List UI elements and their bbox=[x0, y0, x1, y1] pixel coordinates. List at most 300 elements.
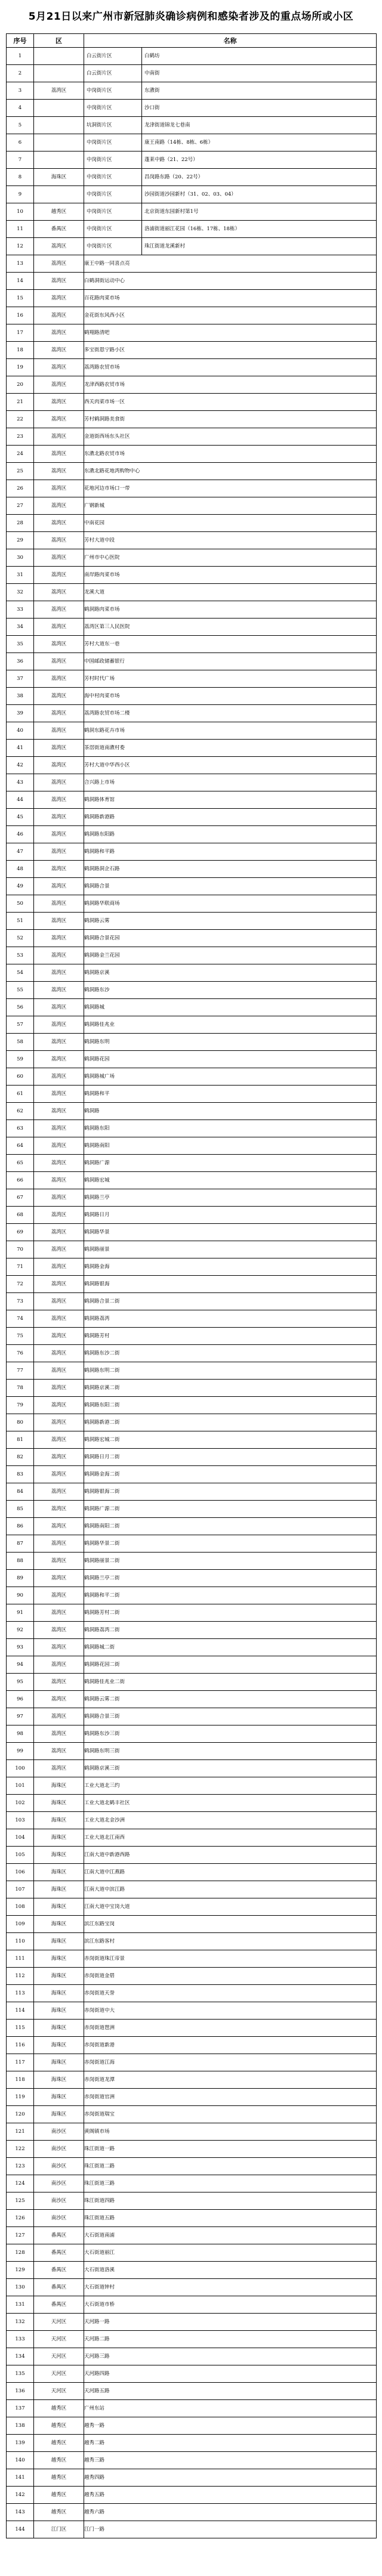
table-row bbox=[7, 999, 377, 1016]
row-place-split bbox=[84, 238, 377, 255]
row-number: 102 bbox=[7, 1795, 34, 1812]
row-place bbox=[84, 2314, 377, 2331]
row-district: 荔湾区 bbox=[34, 549, 84, 567]
row-district: 海珠区 bbox=[34, 2002, 84, 2020]
row-number: 60 bbox=[7, 1068, 34, 1086]
table-row bbox=[7, 82, 377, 100]
row-place-text: 鹤洞路城 bbox=[84, 1004, 105, 1010]
row-place bbox=[84, 1449, 377, 1466]
row-number: 75 bbox=[7, 1328, 34, 1345]
row-number: 98 bbox=[7, 1725, 34, 1743]
row-place bbox=[84, 515, 377, 532]
row-place-text: 合兴路上市场 bbox=[84, 780, 115, 786]
row-place-text: 天河路二路 bbox=[84, 2336, 110, 2342]
row-number: 67 bbox=[7, 1189, 34, 1207]
row-number: 124 bbox=[7, 2175, 34, 2192]
row-place bbox=[84, 1380, 377, 1397]
row-district: 荔湾区 bbox=[34, 1397, 84, 1414]
row-number: 65 bbox=[7, 1155, 34, 1172]
row-place-text: 百花路肉菜市场 bbox=[84, 295, 120, 301]
row-place-text: 江南大道中滨江路 bbox=[84, 1887, 125, 1892]
table-row bbox=[7, 1743, 377, 1760]
row-district: 荔湾区 bbox=[34, 1103, 84, 1120]
row-place bbox=[84, 1068, 377, 1086]
row-place bbox=[84, 964, 377, 982]
row-place bbox=[84, 2435, 377, 2452]
row-place-text: 鹤洞路金海 bbox=[84, 1264, 110, 1270]
table-row bbox=[7, 1034, 377, 1051]
row-number: 50 bbox=[7, 895, 34, 913]
row-place-text: 鹤洞路合景 bbox=[84, 883, 110, 889]
row-place-split bbox=[84, 203, 377, 221]
row-number: 37 bbox=[7, 670, 34, 688]
row-number: 71 bbox=[7, 1258, 34, 1276]
row-number: 128 bbox=[7, 2244, 34, 2262]
row-place-text: 鹤洞路日月 bbox=[84, 1212, 110, 1218]
row-number: 122 bbox=[7, 2141, 34, 2158]
row-place bbox=[84, 411, 377, 428]
row-district: 荔湾区 bbox=[34, 1725, 84, 1743]
table-row bbox=[7, 117, 377, 134]
row-place bbox=[84, 342, 377, 359]
row-place-text: 黄阁镇市场 bbox=[84, 2129, 110, 2135]
row-district bbox=[34, 151, 84, 169]
row-district bbox=[34, 186, 84, 203]
row-number: 112 bbox=[7, 1968, 34, 1985]
row-place-text: 鹤洞路东沙 bbox=[84, 987, 110, 993]
row-number: 57 bbox=[7, 1016, 34, 1034]
row-district: 荔湾区 bbox=[34, 688, 84, 705]
row-place bbox=[84, 1691, 377, 1708]
row-place bbox=[84, 809, 377, 826]
table-row bbox=[7, 186, 377, 203]
row-number: 23 bbox=[7, 428, 34, 446]
row-district: 荔湾区 bbox=[34, 82, 84, 100]
row-district: 天河区 bbox=[34, 2314, 84, 2331]
row-place bbox=[84, 1155, 377, 1172]
row-number: 25 bbox=[7, 463, 34, 480]
row-place bbox=[84, 567, 377, 584]
row-district: 荔湾区 bbox=[34, 1051, 84, 1068]
table-row bbox=[7, 2435, 377, 2452]
row-district: 荔湾区 bbox=[34, 1258, 84, 1276]
row-place bbox=[84, 1553, 377, 1570]
table-row bbox=[7, 134, 377, 151]
row-district: 海珠区 bbox=[34, 1898, 84, 1916]
row-district: 荔湾区 bbox=[34, 1016, 84, 1034]
row-place-text: 鹤洞路花园 bbox=[84, 1056, 110, 1062]
table-row bbox=[7, 2244, 377, 2262]
row-district: 番禺区 bbox=[34, 221, 84, 238]
row-place bbox=[84, 1864, 377, 1881]
row-number: 132 bbox=[7, 2314, 34, 2331]
row-district: 荔湾区 bbox=[34, 1570, 84, 1587]
row-place bbox=[84, 2175, 377, 2192]
row-place-text: 芳村鹤洞路美食街 bbox=[84, 416, 125, 422]
row-place-text: 赤岗街道中大 bbox=[84, 2008, 115, 2014]
row-number: 127 bbox=[7, 2227, 34, 2244]
table-row bbox=[7, 913, 377, 930]
row-number: 114 bbox=[7, 2002, 34, 2020]
row-place bbox=[84, 774, 377, 791]
row-place: 中南街 bbox=[144, 70, 160, 76]
row-district: 番禺区 bbox=[34, 2279, 84, 2296]
row-number: 39 bbox=[7, 705, 34, 722]
row-place bbox=[84, 1777, 377, 1795]
table-row bbox=[7, 324, 377, 342]
row-number: 97 bbox=[7, 1708, 34, 1725]
table-row bbox=[7, 1224, 377, 1241]
row-place-split bbox=[84, 100, 377, 117]
table-row bbox=[7, 2521, 377, 2538]
row-place-text: 金花街东风西小区 bbox=[84, 313, 125, 318]
row-place-text: 大石街道丽江 bbox=[84, 2250, 115, 2256]
row-district: 荔湾区 bbox=[34, 532, 84, 549]
row-place bbox=[84, 376, 377, 394]
row-place-split bbox=[84, 117, 377, 134]
row-district: 越秀区 bbox=[34, 2417, 84, 2435]
table-row bbox=[7, 1656, 377, 1674]
row-district: 海珠区 bbox=[34, 1777, 84, 1795]
row-place-text: 赤岗街道江海 bbox=[84, 2059, 115, 2065]
table-row bbox=[7, 1622, 377, 1639]
row-place-text: 天河路五路 bbox=[84, 2388, 110, 2394]
row-district: 天河区 bbox=[34, 2331, 84, 2348]
row-place-text: 滨江东路客村 bbox=[84, 1938, 115, 1944]
row-district: 荔湾区 bbox=[34, 1760, 84, 1777]
table-row bbox=[7, 705, 377, 722]
row-place-text: 越秀一路 bbox=[84, 2423, 105, 2429]
row-place bbox=[84, 428, 377, 446]
table-row bbox=[7, 619, 377, 636]
table-row bbox=[7, 290, 377, 307]
table-row bbox=[7, 567, 377, 584]
row-place bbox=[84, 826, 377, 843]
row-district: 海珠区 bbox=[34, 2089, 84, 2106]
row-district: 荔湾区 bbox=[34, 809, 84, 826]
row-place-text: 工业大道北鹤丰社区 bbox=[84, 1800, 130, 1806]
table-row bbox=[7, 1725, 377, 1743]
row-place-text: 工业大道北金沙洲 bbox=[84, 1817, 125, 1823]
row-number: 136 bbox=[7, 2383, 34, 2400]
row-place bbox=[84, 636, 377, 653]
row-district: 荔湾区 bbox=[34, 861, 84, 878]
row-place bbox=[84, 1847, 377, 1864]
row-place bbox=[84, 1397, 377, 1414]
row-place bbox=[84, 1743, 377, 1760]
table-row bbox=[7, 1864, 377, 1881]
row-place bbox=[84, 999, 377, 1016]
table-row bbox=[7, 670, 377, 688]
row-place-text: 鹤洞路城广场 bbox=[84, 1074, 115, 1080]
row-place bbox=[84, 1604, 377, 1622]
row-number: 66 bbox=[7, 1172, 34, 1189]
row-number: 134 bbox=[7, 2348, 34, 2365]
row-place-text: 鹤洞路广源 bbox=[84, 1160, 110, 1166]
table-row bbox=[7, 1881, 377, 1898]
row-place-text: 鹤洞路东阳二街 bbox=[84, 1402, 120, 1408]
row-place-text: 鹤洞路金海二街 bbox=[84, 1471, 120, 1477]
row-place bbox=[84, 1241, 377, 1258]
row-number: 53 bbox=[7, 947, 34, 964]
row-area: 中岗街片区 bbox=[84, 238, 142, 255]
row-place bbox=[84, 1345, 377, 1362]
row-number: 99 bbox=[7, 1743, 34, 1760]
table-row bbox=[7, 2452, 377, 2469]
row-district: 荔湾区 bbox=[34, 1431, 84, 1449]
row-number: 126 bbox=[7, 2210, 34, 2227]
table-row bbox=[7, 2192, 377, 2210]
row-number: 137 bbox=[7, 2400, 34, 2417]
row-place bbox=[84, 843, 377, 861]
row-place-text: 鹤洞路华景 bbox=[84, 1229, 110, 1235]
row-place bbox=[84, 2365, 377, 2383]
table-row bbox=[7, 1760, 377, 1777]
row-place-text: 江南大道中江燕路 bbox=[84, 1869, 125, 1875]
table-row bbox=[7, 878, 377, 895]
row-number: 58 bbox=[7, 1034, 34, 1051]
table-row bbox=[7, 1466, 377, 1483]
row-number: 16 bbox=[7, 307, 34, 324]
row-place bbox=[84, 2141, 377, 2158]
row-place bbox=[84, 861, 377, 878]
row-place-text: 鹤洞路京溪二街 bbox=[84, 1385, 120, 1391]
row-place-text: 珠江街道二路 bbox=[84, 2163, 115, 2169]
row-district: 荔湾区 bbox=[34, 1553, 84, 1570]
table-row bbox=[7, 1310, 377, 1328]
row-place bbox=[84, 688, 377, 705]
row-number: 94 bbox=[7, 1656, 34, 1674]
row-number: 92 bbox=[7, 1622, 34, 1639]
row-place bbox=[84, 2487, 377, 2504]
row-number: 119 bbox=[7, 2089, 34, 2106]
row-place bbox=[84, 549, 377, 567]
row-district: 荔湾区 bbox=[34, 826, 84, 843]
row-place bbox=[84, 2262, 377, 2279]
row-number: 36 bbox=[7, 653, 34, 670]
table-row bbox=[7, 1155, 377, 1172]
row-number: 26 bbox=[7, 480, 34, 497]
row-number: 19 bbox=[7, 359, 34, 376]
row-district: 荔湾区 bbox=[34, 1224, 84, 1241]
table-row bbox=[7, 1172, 377, 1189]
row-district: 荔湾区 bbox=[34, 238, 84, 255]
row-number: 21 bbox=[7, 394, 34, 411]
row-district: 荔湾区 bbox=[34, 913, 84, 930]
table-row bbox=[7, 169, 377, 186]
table-row bbox=[7, 411, 377, 428]
row-place bbox=[84, 255, 377, 273]
row-place-text: 赤岗街道瑞宝 bbox=[84, 2111, 115, 2117]
row-number: 121 bbox=[7, 2123, 34, 2141]
row-district: 越秀区 bbox=[34, 2435, 84, 2452]
table-row bbox=[7, 1086, 377, 1103]
row-district: 荔湾区 bbox=[34, 619, 84, 636]
row-district: 荔湾区 bbox=[34, 480, 84, 497]
row-place bbox=[84, 307, 377, 324]
row-place bbox=[84, 1224, 377, 1241]
table-row bbox=[7, 774, 377, 791]
row-place-text: 天河路四路 bbox=[84, 2371, 110, 2377]
table-row bbox=[7, 791, 377, 809]
row-district: 荔湾区 bbox=[34, 653, 84, 670]
table-row bbox=[7, 532, 377, 549]
row-number: 83 bbox=[7, 1466, 34, 1483]
table-row bbox=[7, 100, 377, 117]
row-place bbox=[84, 601, 377, 619]
row-district: 越秀区 bbox=[34, 203, 84, 221]
row-place bbox=[84, 1414, 377, 1431]
row-place-text: 东漖北路农贸市场 bbox=[84, 451, 125, 457]
row-place: 康王南路（14栋、8栋、6栋） bbox=[144, 140, 214, 146]
row-place bbox=[84, 2158, 377, 2175]
row-number: 81 bbox=[7, 1431, 34, 1449]
table-row bbox=[7, 2504, 377, 2521]
table-row bbox=[7, 273, 377, 290]
table-row bbox=[7, 549, 377, 567]
row-place-text: 鹤洞路东沙二街 bbox=[84, 1350, 120, 1356]
row-place bbox=[84, 1587, 377, 1604]
row-district: 荔湾区 bbox=[34, 463, 84, 480]
table-row bbox=[7, 2417, 377, 2435]
table-row bbox=[7, 238, 377, 255]
row-place-text: 珠江街道四路 bbox=[84, 2198, 115, 2204]
row-place-text: 鹤洞路 bbox=[84, 1108, 100, 1114]
row-district: 荔湾区 bbox=[34, 982, 84, 999]
table-row bbox=[7, 1362, 377, 1380]
table-row bbox=[7, 1137, 377, 1155]
table-row bbox=[7, 446, 377, 463]
table-row bbox=[7, 2002, 377, 2020]
row-place-text: 鹤洞路和平 bbox=[84, 1091, 110, 1097]
row-district: 荔湾区 bbox=[34, 411, 84, 428]
table-row bbox=[7, 964, 377, 982]
row-number: 24 bbox=[7, 446, 34, 463]
row-area: 中岗街片区 bbox=[84, 82, 142, 99]
row-number: 123 bbox=[7, 2158, 34, 2175]
table-row bbox=[7, 342, 377, 359]
table-row bbox=[7, 2071, 377, 2089]
row-district: 荔湾区 bbox=[34, 1293, 84, 1310]
row-district: 荔湾区 bbox=[34, 1587, 84, 1604]
row-number: 48 bbox=[7, 861, 34, 878]
row-district: 番禺区 bbox=[34, 2227, 84, 2244]
row-place-split bbox=[84, 65, 377, 82]
row-place-text: 大石街道南浦 bbox=[84, 2232, 115, 2238]
table-row bbox=[7, 2487, 377, 2504]
row-place bbox=[84, 1881, 377, 1898]
table-row bbox=[7, 1345, 377, 1362]
row-district: 荔湾区 bbox=[34, 1189, 84, 1207]
row-place-text: 金道街西场东头社区 bbox=[84, 434, 130, 440]
row-place-text: 鹤洞路京溪 bbox=[84, 970, 110, 976]
places-table bbox=[6, 33, 377, 2538]
table-row bbox=[7, 1380, 377, 1397]
row-district bbox=[34, 134, 84, 151]
row-place-text: 茶滘街道南漖村委 bbox=[84, 745, 125, 751]
row-district: 荔湾区 bbox=[34, 930, 84, 947]
row-place bbox=[84, 2279, 377, 2296]
table-row bbox=[7, 1449, 377, 1466]
row-number: 82 bbox=[7, 1449, 34, 1466]
row-place bbox=[84, 2417, 377, 2435]
row-place-text: 鹤洞路丽景二街 bbox=[84, 1558, 120, 1564]
row-number: 116 bbox=[7, 2037, 34, 2054]
row-place bbox=[84, 670, 377, 688]
row-place-text: 鹤洞路云雾二街 bbox=[84, 1696, 120, 1702]
row-place-text: 广钢新城 bbox=[84, 503, 105, 509]
row-place bbox=[84, 1501, 377, 1518]
row-place-text: 鹤洞路银海二街 bbox=[84, 1489, 120, 1495]
row-number: 35 bbox=[7, 636, 34, 653]
table-row bbox=[7, 463, 377, 480]
row-place bbox=[84, 1622, 377, 1639]
row-place-text: 鹤洞路华联商场 bbox=[84, 901, 120, 907]
table-row bbox=[7, 1691, 377, 1708]
row-district: 荔湾区 bbox=[34, 774, 84, 791]
row-number: 106 bbox=[7, 1864, 34, 1881]
table-row bbox=[7, 601, 377, 619]
table-row bbox=[7, 809, 377, 826]
row-place: 北京街道东园新村第1号 bbox=[144, 209, 199, 215]
row-place bbox=[84, 930, 377, 947]
row-district: 荔湾区 bbox=[34, 947, 84, 964]
table-row bbox=[7, 757, 377, 774]
row-number: 113 bbox=[7, 1985, 34, 2002]
table-row bbox=[7, 930, 377, 947]
row-place bbox=[84, 2244, 377, 2262]
table-row bbox=[7, 65, 377, 82]
row-district: 南沙区 bbox=[34, 2192, 84, 2210]
row-place-text: 工业大道北江南西 bbox=[84, 1835, 125, 1841]
table-row bbox=[7, 480, 377, 497]
row-place-text: 西关肉菜市场一区 bbox=[84, 399, 125, 405]
page-title: 5月21日以来广州市新冠肺炎确诊病例和感染者涉及的重点场所或小区 bbox=[28, 10, 354, 23]
row-place bbox=[84, 1034, 377, 1051]
row-area: 中岗街片区 bbox=[84, 100, 142, 116]
row-district: 荔湾区 bbox=[34, 1483, 84, 1501]
row-place-text: 海中村肉菜市场 bbox=[84, 693, 120, 699]
row-place bbox=[84, 1518, 377, 1535]
row-place-text: 鹤洞路合景三街 bbox=[84, 1714, 120, 1720]
row-place-text: 越秀二路 bbox=[84, 2440, 105, 2446]
row-district: 南沙区 bbox=[34, 2175, 84, 2192]
row-number: 18 bbox=[7, 342, 34, 359]
row-district: 荔湾区 bbox=[34, 1743, 84, 1760]
row-number: 88 bbox=[7, 1553, 34, 1570]
row-place-text: 鹤洞路金兰花园 bbox=[84, 953, 120, 958]
row-number: 103 bbox=[7, 1812, 34, 1829]
row-number: 142 bbox=[7, 2487, 34, 2504]
row-place-text: 鹤洞路佳兆业二街 bbox=[84, 1679, 125, 1685]
row-place-text: 广州市中心医院 bbox=[84, 555, 120, 561]
row-district: 荔湾区 bbox=[34, 1137, 84, 1155]
row-place-text: 鹤洞路花园二街 bbox=[84, 1662, 120, 1668]
table-row bbox=[7, 843, 377, 861]
row-place bbox=[84, 2192, 377, 2210]
row-place bbox=[84, 1570, 377, 1587]
row-place-text: 珠江街道五路 bbox=[84, 2215, 115, 2221]
row-number: 141 bbox=[7, 2469, 34, 2487]
row-place bbox=[84, 324, 377, 342]
row-place: 东漖街 bbox=[144, 88, 160, 94]
row-district: 荔湾区 bbox=[34, 1691, 84, 1708]
row-district: 荔湾区 bbox=[34, 1086, 84, 1103]
row-number: 68 bbox=[7, 1207, 34, 1224]
row-place-text: 江南大道中宝岗大道 bbox=[84, 1904, 130, 1910]
row-place bbox=[84, 1310, 377, 1328]
table-row bbox=[7, 2314, 377, 2331]
